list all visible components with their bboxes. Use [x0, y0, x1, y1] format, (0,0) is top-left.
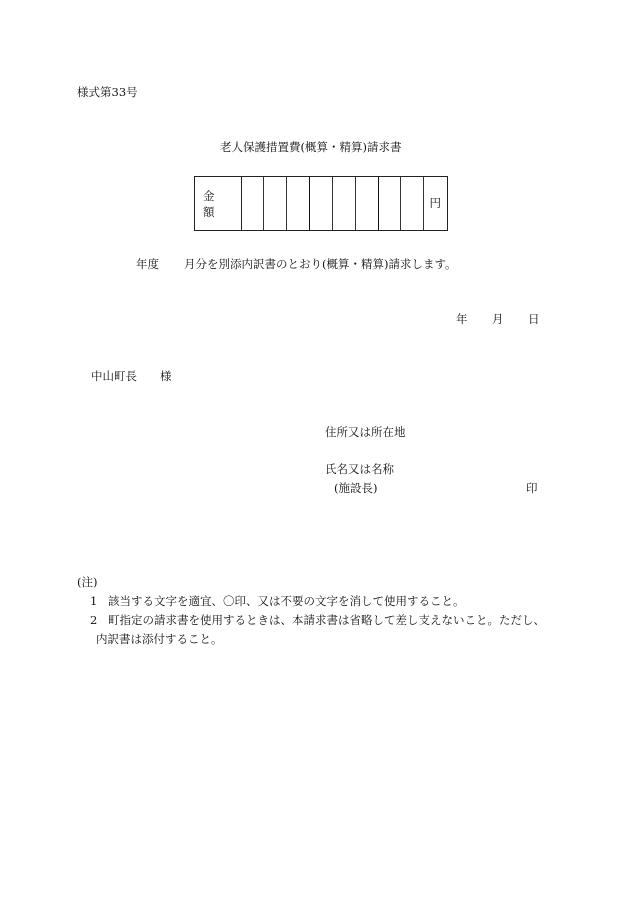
addressee-honorific: 様: [160, 369, 172, 383]
request-text: 月分を別添内訳書のとおり(概算・精算)請求します。: [184, 257, 457, 271]
digit-cell: [401, 177, 424, 230]
digit-cell: [287, 177, 310, 230]
director-label: (施設長): [334, 481, 378, 495]
note-text: 町指定の請求書を使用するときは、本請求書は省略して差し支えないこと。ただし、: [108, 613, 545, 627]
name-label: 氏名又は名称: [325, 462, 394, 476]
address-label: 住所又は所在地: [325, 425, 406, 439]
digit-cell: [356, 177, 379, 230]
amount-label: 金額: [195, 177, 242, 230]
seal-mark: 印: [526, 481, 538, 495]
document-title: 老人保護措置費(概算・精算)請求書: [220, 140, 402, 154]
yen-unit: 円: [429, 196, 441, 210]
digit-cell: [379, 177, 402, 230]
date-year: 年: [456, 312, 468, 326]
note-number: 2: [90, 613, 98, 627]
digit-cell: [310, 177, 333, 230]
digit-cell: [333, 177, 356, 230]
note-text: 該当する文字を適宜、〇印、又は不要の文字を消して使用すること。: [108, 594, 465, 608]
date-day: 日: [528, 312, 540, 326]
digit-cell: [242, 177, 265, 230]
amount-table: [194, 176, 448, 231]
addressee-name: 中山町長: [91, 369, 137, 383]
fiscal-year-label: 年度: [136, 257, 159, 271]
note-text-continued: 内訳書は添付すること。: [96, 632, 223, 646]
note-number: 1: [90, 594, 98, 608]
form-number: 様式第33号: [77, 85, 138, 99]
digit-cell: [264, 177, 287, 230]
notes-heading: (注): [77, 575, 98, 589]
date-month: 月: [492, 312, 504, 326]
